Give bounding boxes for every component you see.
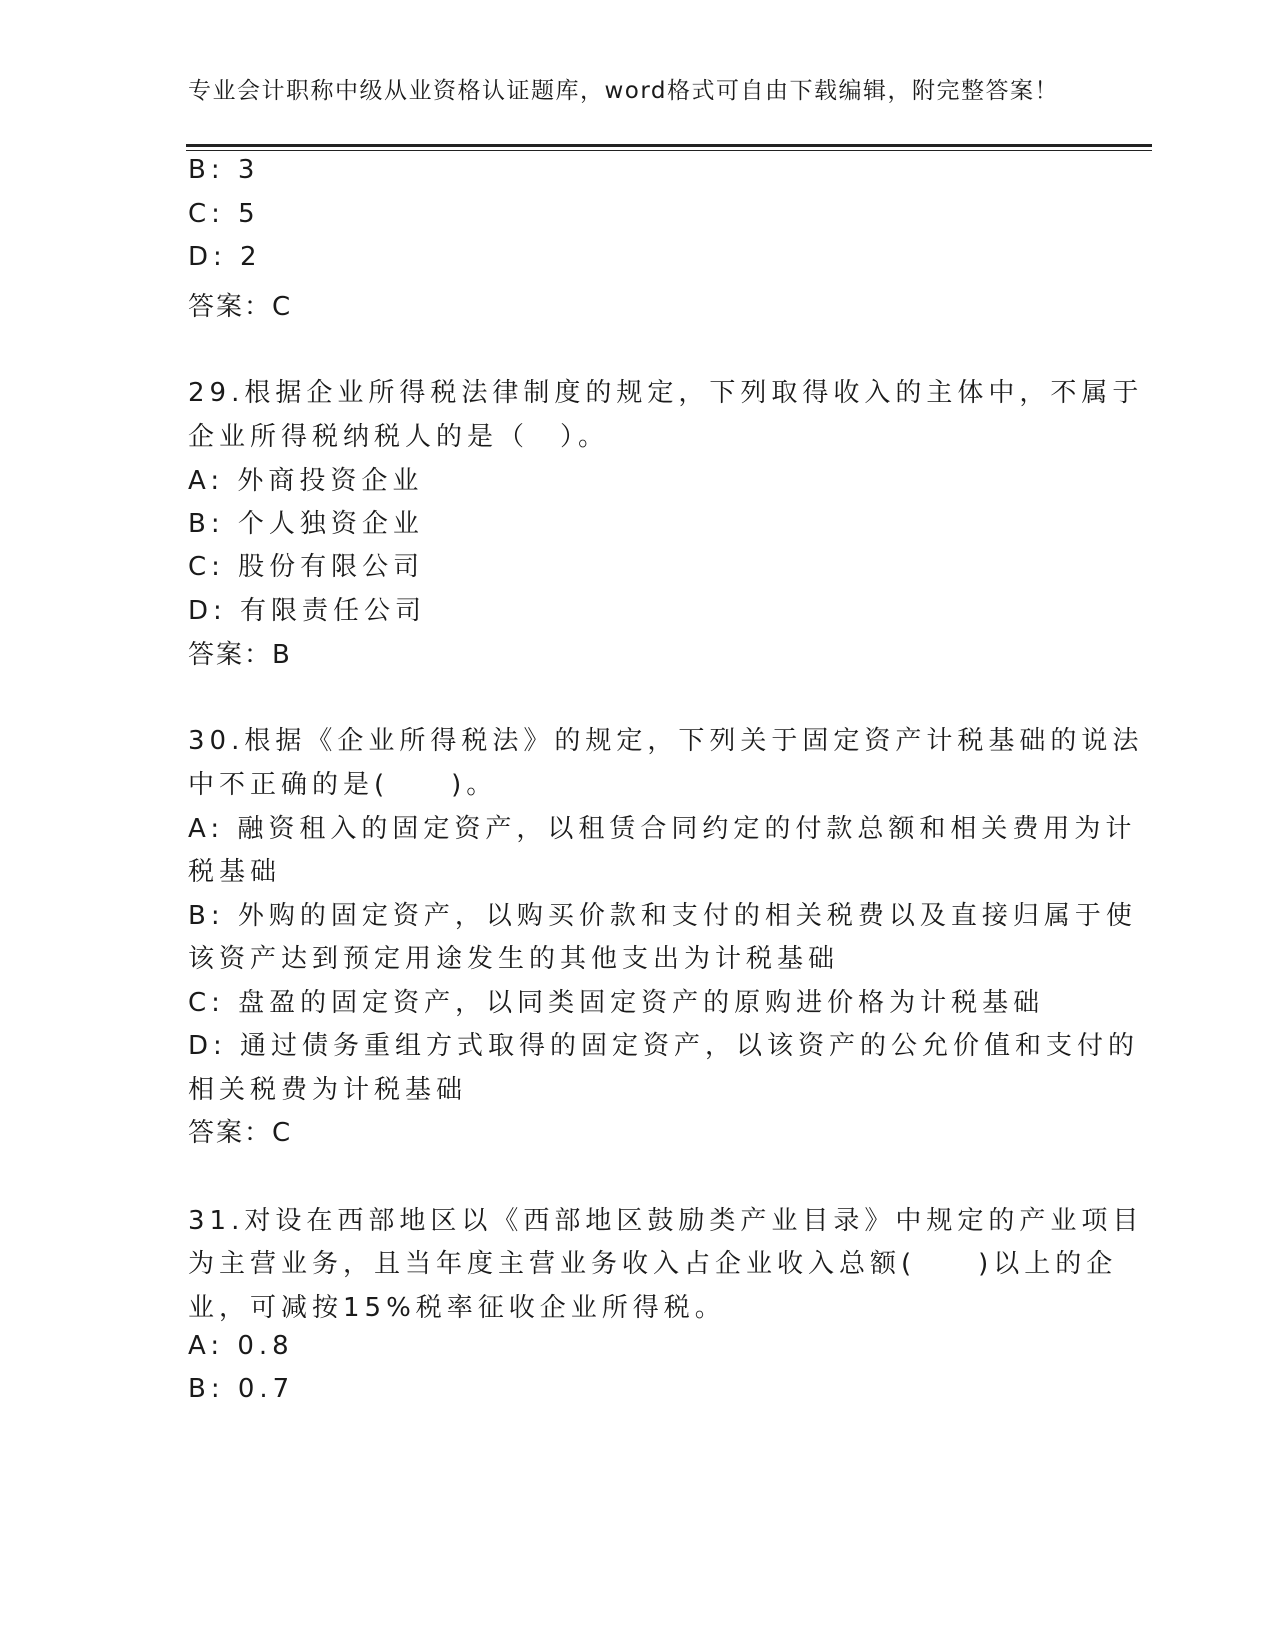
- option-c: C: 5: [188, 199, 260, 229]
- option-d: D: 2: [188, 242, 262, 272]
- option-b: B: 0.7: [188, 1374, 295, 1404]
- option-b: B: 3: [188, 155, 260, 185]
- option-d: D: 通过债务重组方式取得的固定资产，以该资产的公允价值和支付的: [188, 1031, 1140, 1061]
- answer: 答案：C: [188, 1118, 293, 1148]
- option-a: A: 0.8: [188, 1331, 294, 1361]
- option-a: A: 融资租入的固定资产，以租赁合同约定的付款总额和相关费用为计: [188, 814, 1137, 844]
- header-rule-thick: [186, 144, 1152, 147]
- option-b: B: 外购的固定资产，以购买价款和支付的相关税费以及直接归属于使: [188, 901, 1137, 931]
- question-stem: 31.对设在西部地区以《西部地区鼓励类产业目录》中规定的产业项目: [188, 1206, 1144, 1236]
- option-a: A: 外商投资企业: [188, 466, 424, 496]
- question-stem: 29.根据企业所得税法律制度的规定，下列取得收入的主体中，不属于: [188, 378, 1144, 408]
- option-d: D: 有限责任公司: [188, 596, 427, 626]
- page-header: 专业会计职称中级从业资格认证题库，word格式可自由下载编辑，附完整答案！: [188, 78, 1060, 104]
- option-b: B: 个人独资企业: [188, 509, 424, 539]
- option-c: C: 盘盈的固定资产，以同类固定资产的原购进价格为计税基础: [188, 988, 1045, 1018]
- question-stem: 企业所得税纳税人的是（ ）。: [188, 422, 610, 452]
- answer: 答案：C: [188, 292, 293, 322]
- header-rule-thin: [186, 150, 1152, 151]
- option-b-continued: 该资产达到预定用途发生的其他支出为计税基础: [188, 944, 840, 974]
- option-d-continued: 相关税费为计税基础: [188, 1075, 468, 1105]
- question-stem: 为主营业务，且当年度主营业务收入占企业收入总额( )以上的企: [188, 1249, 1118, 1279]
- question-stem: 中不正确的是( )。: [188, 770, 498, 800]
- option-c: C: 股份有限公司: [188, 552, 425, 582]
- question-stem: 30.根据《企业所得税法》的规定，下列关于固定资产计税基础的说法: [188, 726, 1144, 756]
- answer: 答案：B: [188, 640, 292, 670]
- question-stem: 业，可减按15%税率征收企业所得税。: [188, 1293, 726, 1323]
- option-a-continued: 税基础: [188, 857, 282, 887]
